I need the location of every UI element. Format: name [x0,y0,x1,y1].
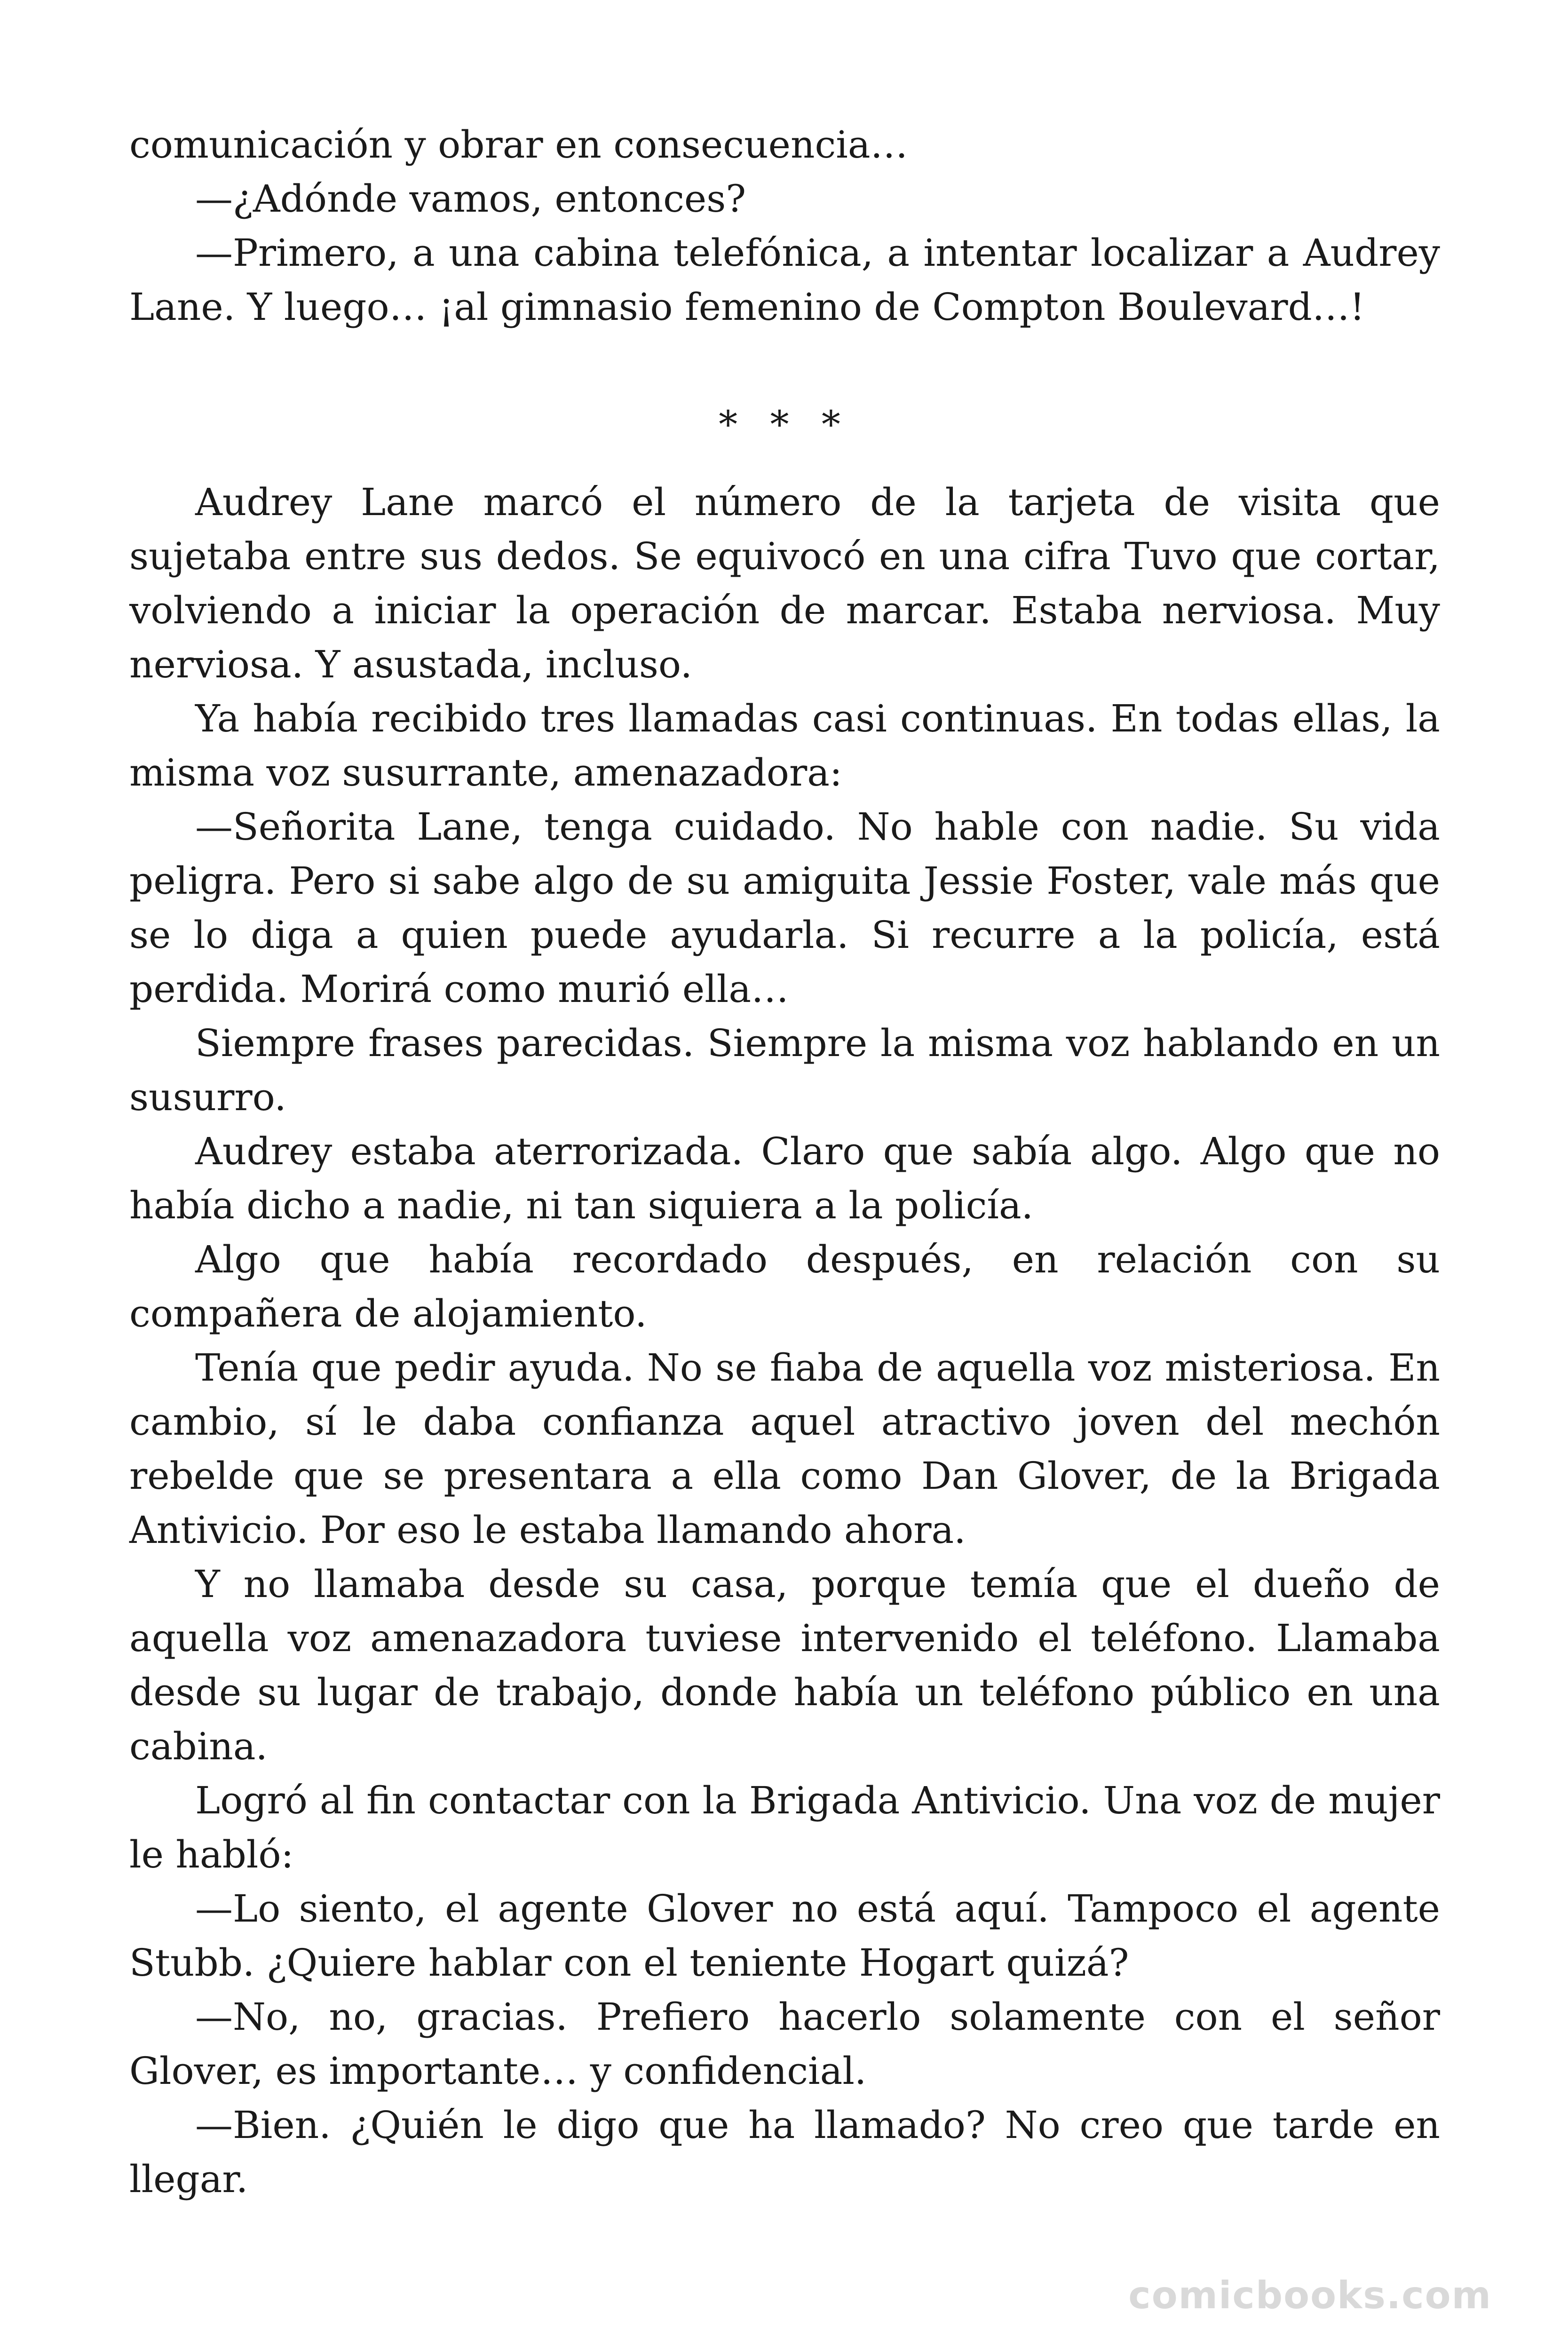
paragraph-3: Audrey Lane marcó el número de la tarjeta de visita que sujetaba entre sus dedos. Se equivocó en una cifra Tuvo que cortar, volviendo a iniciar la operación de marcar. Estaba nerviosa. Muy nerviosa. Y asustada, incluso. [129,480,1440,686]
section-separator: * * * [719,403,851,446]
paragraph-9: Tenía que pedir ayuda. No se fiaba de aquella voz misteriosa. En cambio, sí le daba confianza aquel atractivo joven del mechón rebelde que se presentara a ella como Dan Glover, de la Brigada Antivicio. Por eso le estaba llamando ahora. [129,1346,1440,1552]
paragraph-12: —Lo siento, el agente Glover no está aquí. Tampoco el agente Stubb. ¿Quiere hablar con el teniente Hogart quizá? [129,1887,1440,1985]
paragraph-8: Algo que había recordado después, en relación con su compañera de alojamiento. [129,1238,1440,1335]
watermark: comicbooks.com [1128,2273,1492,2317]
paragraph-11: Logró al fin contactar con la Brigada Antivicio. Una voz de mujer le habló: [129,1779,1440,1876]
paragraph-10: Y no llamaba desde su casa, porque temía que el dueño de aquella voz amenazadora tuviese intervenido el teléfono. Llamaba desde su lugar de trabajo, donde había un teléfono público en una cabina. [129,1562,1440,1768]
paragraph-5: —Señorita Lane, tenga cuidado. No hable con nadie. Su vida peligra. Pero si sabe algo de su amiguita Jessie Foster, vale más que se lo diga a quien puede ayudarla. Si recurre a la policía, está perdida. Morirá como murió ella… [129,805,1440,1011]
paragraph-4: Ya había recibido tres llamadas casi continuas. En todas ellas, la misma voz susurrante, amenazadora: [129,697,1440,795]
book-page [129,118,1440,2206]
paragraph-2: —Primero, a una cabina telefónica, a intentar localizar a Audrey Lane. Y luego… ¡al gimnasio femenino de Compton Boulevard…! [129,231,1440,329]
paragraph-1: —¿Adónde vamos, entonces? [195,177,746,221]
paragraph-7: Audrey estaba aterrorizada. Claro que sabía algo. Algo que no había dicho a nadie, ni tan siquiera a la policía. [129,1129,1440,1227]
paragraph-6: Siempre frases parecidas. Siempre la misma voz hablando en un susurro. [129,1021,1440,1119]
paragraph-0: comunicación y obrar en consecuencia… [129,123,908,167]
paragraph-14: —Bien. ¿Quién le digo que ha llamado? No creo que tarde en llegar. [129,2103,1440,2201]
paragraph-13: —No, no, gracias. Prefiero hacerlo solamente con el señor Glover, es importante… y confidencial. [129,1995,1440,2093]
